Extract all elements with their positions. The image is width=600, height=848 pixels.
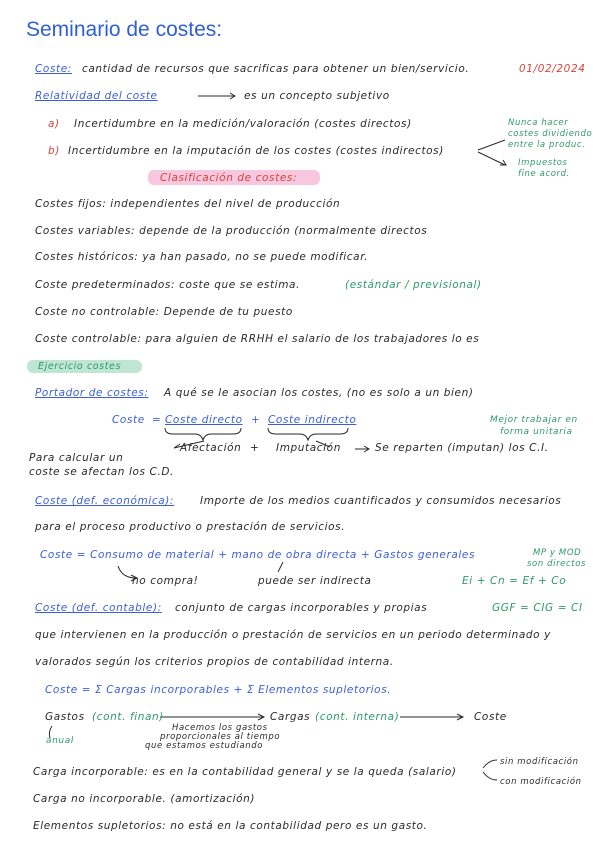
def-economica-2: para el proceso productivo o prestación de servicios.: [35, 521, 346, 533]
coste-controlable: Coste controlable: para alguien de RRHH el salario de los trabajadores lo es: [35, 333, 480, 345]
estandar-note: (estándar / previsional): [345, 279, 482, 291]
formula1-coste: Coste: [112, 414, 145, 426]
flow-note-3: que estamos estudiando: [145, 741, 264, 751]
con-modificacion: con modificación: [500, 777, 582, 787]
item-b-text: Incertidumbre en la imputación de los costes (costes indirectos): [68, 145, 444, 157]
mp-mod-note-2: son directos: [527, 559, 587, 569]
flow-anual: anual: [46, 736, 74, 746]
flow-note-1: Hacemos los gastos: [172, 723, 268, 733]
relatividad-label: Relatividad del coste: [35, 90, 158, 102]
def-contable-label: Coste (def. contable):: [35, 602, 162, 614]
carga-incorporable: Carga incorporable: es en la contabilidad general y se la queda (salario): [33, 766, 457, 778]
def-economica-1: Importe de los medios cuantificados y consumidos necesarios: [200, 495, 562, 507]
formula1-eq: =: [152, 414, 162, 426]
portador-label: Portador de costes:: [35, 387, 149, 399]
mejor-note-2: forma unitaria: [500, 427, 573, 437]
elementos-supletorios: Elementos supletorios: no está en la contabilidad pero es un gasto.: [33, 820, 428, 832]
coste-no-controlable: Coste no controlable: Depende de tu puesto: [35, 306, 293, 318]
note-impuestos-2: fine acord.: [518, 169, 570, 179]
def-contable-1: conjunto de cargas incorporables y propias: [175, 602, 428, 614]
flow-cont-interna: (cont. interna): [315, 711, 400, 723]
flow-coste: Coste: [474, 711, 507, 723]
item-a-marker: a): [48, 118, 60, 130]
afectacion-label: Afectación: [180, 442, 242, 454]
coste-variable: Costes variables: depende de la producción (normalmente directos: [35, 225, 428, 237]
ggf-equation: GGF = CIG = CI: [492, 602, 583, 614]
coste-fijo: Costes fijos: independientes del nivel de producción: [35, 198, 341, 210]
flow-cargas: Cargas: [270, 711, 311, 723]
item-a-text: Incertidumbre en la medición/valoración (costes directos): [74, 118, 412, 130]
note-impuestos-1: Impuestos: [518, 158, 568, 168]
relatividad-desc: es un concepto subjetivo: [244, 90, 390, 102]
flow-cont-finan: (cont. finan): [92, 711, 164, 723]
formula1-indirecto: Coste indirecto: [268, 414, 357, 426]
sin-modificacion: sin modificación: [500, 757, 579, 767]
ei-equation: Ei + Cn = Ef + Co: [462, 575, 567, 587]
formula2: Coste = Consumo de material + mano de obra directa + Gastos generales: [40, 549, 476, 561]
coste-definition: cantidad de recursos que sacrificas para obtener un bien/servicio.: [82, 63, 470, 75]
coste-label: Coste:: [35, 63, 72, 75]
ejercicio-heading: Ejercicio costes: [38, 361, 122, 372]
puede-ser-label: puede ser indirecta: [258, 575, 372, 587]
formula1-plus: +: [251, 414, 261, 426]
mp-mod-note-1: MP y MOD: [533, 548, 582, 558]
note-nunca-1: Nunca hacer: [508, 118, 569, 128]
plus-sign: +: [250, 442, 260, 454]
carga-no-incorporable: Carga no incorporable. (amortización): [33, 793, 256, 805]
item-b-marker: b): [48, 145, 60, 157]
formula3: Coste = Σ Cargas incorporables + Σ Elementos supletorios.: [45, 684, 392, 696]
flow-gastos: Gastos: [45, 711, 85, 723]
imputacion-label: Imputación: [276, 442, 341, 454]
note-nunca-2: costes dividiendo: [508, 129, 593, 139]
clasificacion-heading: Clasificación de costes:: [160, 172, 298, 184]
date: 01/02/2024: [519, 63, 586, 75]
def-contable-3: valorados según los criterios propios de contabilidad interna.: [35, 656, 394, 668]
def-contable-2: que intervienen en la producción o prestación de servicios en un periodo determinado y: [35, 629, 551, 641]
reparten-label: Se reparten (imputan) los C.I.: [375, 442, 549, 454]
def-economica-label: Coste (def. económica):: [35, 495, 175, 507]
flow-note-2: proporcionales al tiempo: [160, 732, 281, 742]
page-title: Seminario de costes:: [26, 18, 223, 41]
para-calcular-2: coste se afectan los C.D.: [29, 466, 174, 478]
para-calcular-1: Para calcular un: [29, 452, 124, 464]
portador-desc: A qué se le asocian los costes, (no es solo a un bien): [164, 387, 474, 399]
coste-predeterminado: Coste predeterminados: coste que se estima.: [35, 279, 301, 291]
mejor-note-1: Mejor trabajar en: [490, 415, 578, 425]
coste-historico: Costes históricos: ya han pasado, no se puede modificar.: [35, 251, 369, 263]
note-nunca-3: entre la produc.: [508, 140, 586, 150]
no-compra-label: no compra!: [132, 575, 199, 587]
formula1-directo: Coste directo: [165, 414, 243, 426]
